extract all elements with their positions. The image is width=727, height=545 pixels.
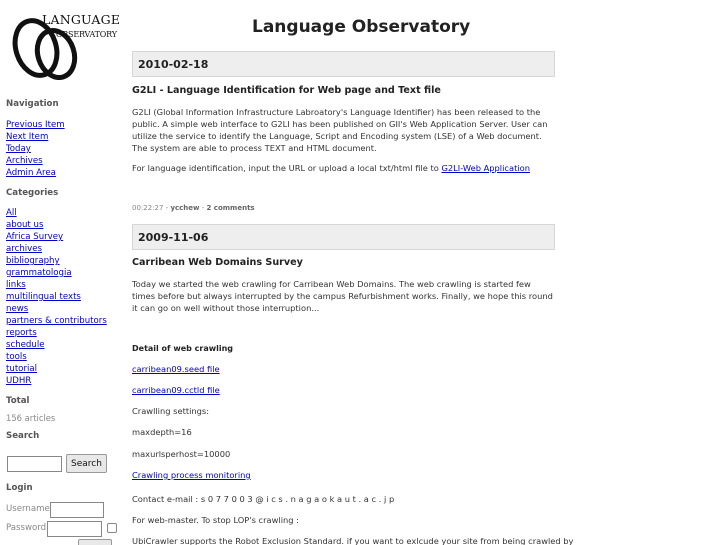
navigation-heading: Navigation (6, 99, 59, 109)
login-heading: Login (6, 483, 33, 493)
category-udhr[interactable]: UDHR (6, 376, 32, 386)
remember-me-checkbox[interactable] (107, 523, 117, 533)
site-title: Language Observatory (252, 17, 471, 37)
post-comments-link[interactable]: 2 comments (206, 204, 255, 212)
ubicrawler-note: UbiCrawler supports the Robot Exclusion Standard. if you want to exlcude your site from being crawled by (132, 536, 574, 545)
main-content (132, 51, 574, 545)
sidebar (6, 99, 121, 441)
meta-separator: - (199, 204, 207, 212)
meta-separator: - (163, 204, 171, 212)
post-time: 00:22:27 (132, 204, 164, 212)
search-input[interactable] (7, 456, 62, 472)
username-label: Username (6, 504, 50, 514)
maxdepth-setting: maxdepth=16 (132, 427, 192, 437)
category-about-us[interactable]: about us (6, 220, 44, 230)
seed-file-link[interactable]: carribean09.seed file (132, 364, 220, 374)
post-body: G2LI (Global Information Infrastructure Labroatory's Language Identifier) has been released to the public. A simple web interface to G2LI has been published on GII's Web Application Server. User can utilize the service to identify the Language, Script and Encoding system (LSE) of a Web document. The system are able to process TEXT and HTML document. (132, 107, 548, 153)
category-links[interactable]: links (6, 280, 26, 290)
webmaster-note: For web-master. To stop LOP's crawling : (132, 515, 299, 525)
crawl-settings-label: Crawlling settings: (132, 406, 210, 416)
post-meta (132, 204, 255, 212)
post-date-header: 2009-11-06 (132, 224, 555, 250)
categories-list (6, 207, 121, 387)
login-button[interactable] (78, 539, 112, 545)
search-heading: Search (6, 431, 40, 441)
categories-heading: Categories (6, 188, 59, 198)
nav-next-item[interactable]: Next Item (6, 132, 49, 142)
site-logo[interactable] (12, 10, 124, 80)
password-label: Password (6, 523, 47, 533)
category-bibliography[interactable]: bibliography (6, 256, 60, 266)
contact-email: Contact e-mail : s 0 7 7 0 0 3 @ i c s . n a g a o k a u t . a c . j p (132, 494, 395, 504)
post-body-link-prefix: For language identification, input the URL or upload a local txt/html file to (132, 163, 442, 173)
navigation-list (6, 119, 121, 179)
post-body-link-line (132, 162, 555, 174)
password-field[interactable] (47, 521, 102, 537)
search-form (7, 454, 107, 473)
category-news[interactable]: news (6, 304, 29, 314)
category-grammatologia[interactable]: grammatologia (6, 268, 72, 278)
cctld-file-link[interactable]: carribean09.cctld file (132, 385, 220, 395)
post-date-header: 2010-02-18 (132, 51, 555, 77)
maxurls-setting: maxurlsperhost=10000 (132, 449, 231, 459)
category-africa-survey[interactable]: Africa Survey (6, 232, 64, 242)
category-multilingual-texts[interactable]: multilingual texts (6, 292, 81, 302)
nav-admin-area[interactable]: Admin Area (6, 168, 56, 178)
g2li-web-application-link[interactable]: G2LI-Web Application (441, 163, 530, 173)
search-button[interactable]: Search (66, 454, 107, 473)
category-tutorial[interactable]: tutorial (6, 364, 38, 374)
category-tools[interactable]: tools (6, 352, 27, 362)
nav-previous-item[interactable]: Previous Item (6, 120, 65, 130)
post-body: Today we started the web crawling for Carribean Web Domains. The web crawling is started few times before but always interrupted by the campus Refurbishment works. Finally, we hope this round it can go on well without those interruption... (132, 279, 553, 313)
category-partners-contributors[interactable]: partners & contributors (6, 316, 107, 326)
logo-text-language: LANGUAGE (42, 12, 121, 27)
username-field[interactable] (50, 502, 104, 518)
category-archives[interactable]: archives (6, 244, 43, 254)
category-reports[interactable]: reports (6, 328, 37, 338)
nav-archives[interactable]: Archives (6, 156, 43, 166)
nav-today[interactable]: Today (6, 144, 31, 154)
category-all[interactable]: All (6, 208, 17, 218)
category-schedule[interactable]: schedule (6, 340, 45, 350)
post-author[interactable]: ycchew (170, 204, 200, 212)
detail-heading: Detail of web crawling (132, 344, 234, 353)
total-heading: Total (6, 396, 30, 406)
post-title: Carribean Web Domains Survey (132, 257, 303, 268)
logo-text-observatory: OBSERVATORY (56, 30, 117, 39)
crawl-monitor-link[interactable]: Crawling process monitoring (132, 470, 251, 480)
total-articles: 156 articles (6, 413, 56, 423)
post-title: G2LI - Language Identification for Web page and Text file (132, 85, 441, 96)
